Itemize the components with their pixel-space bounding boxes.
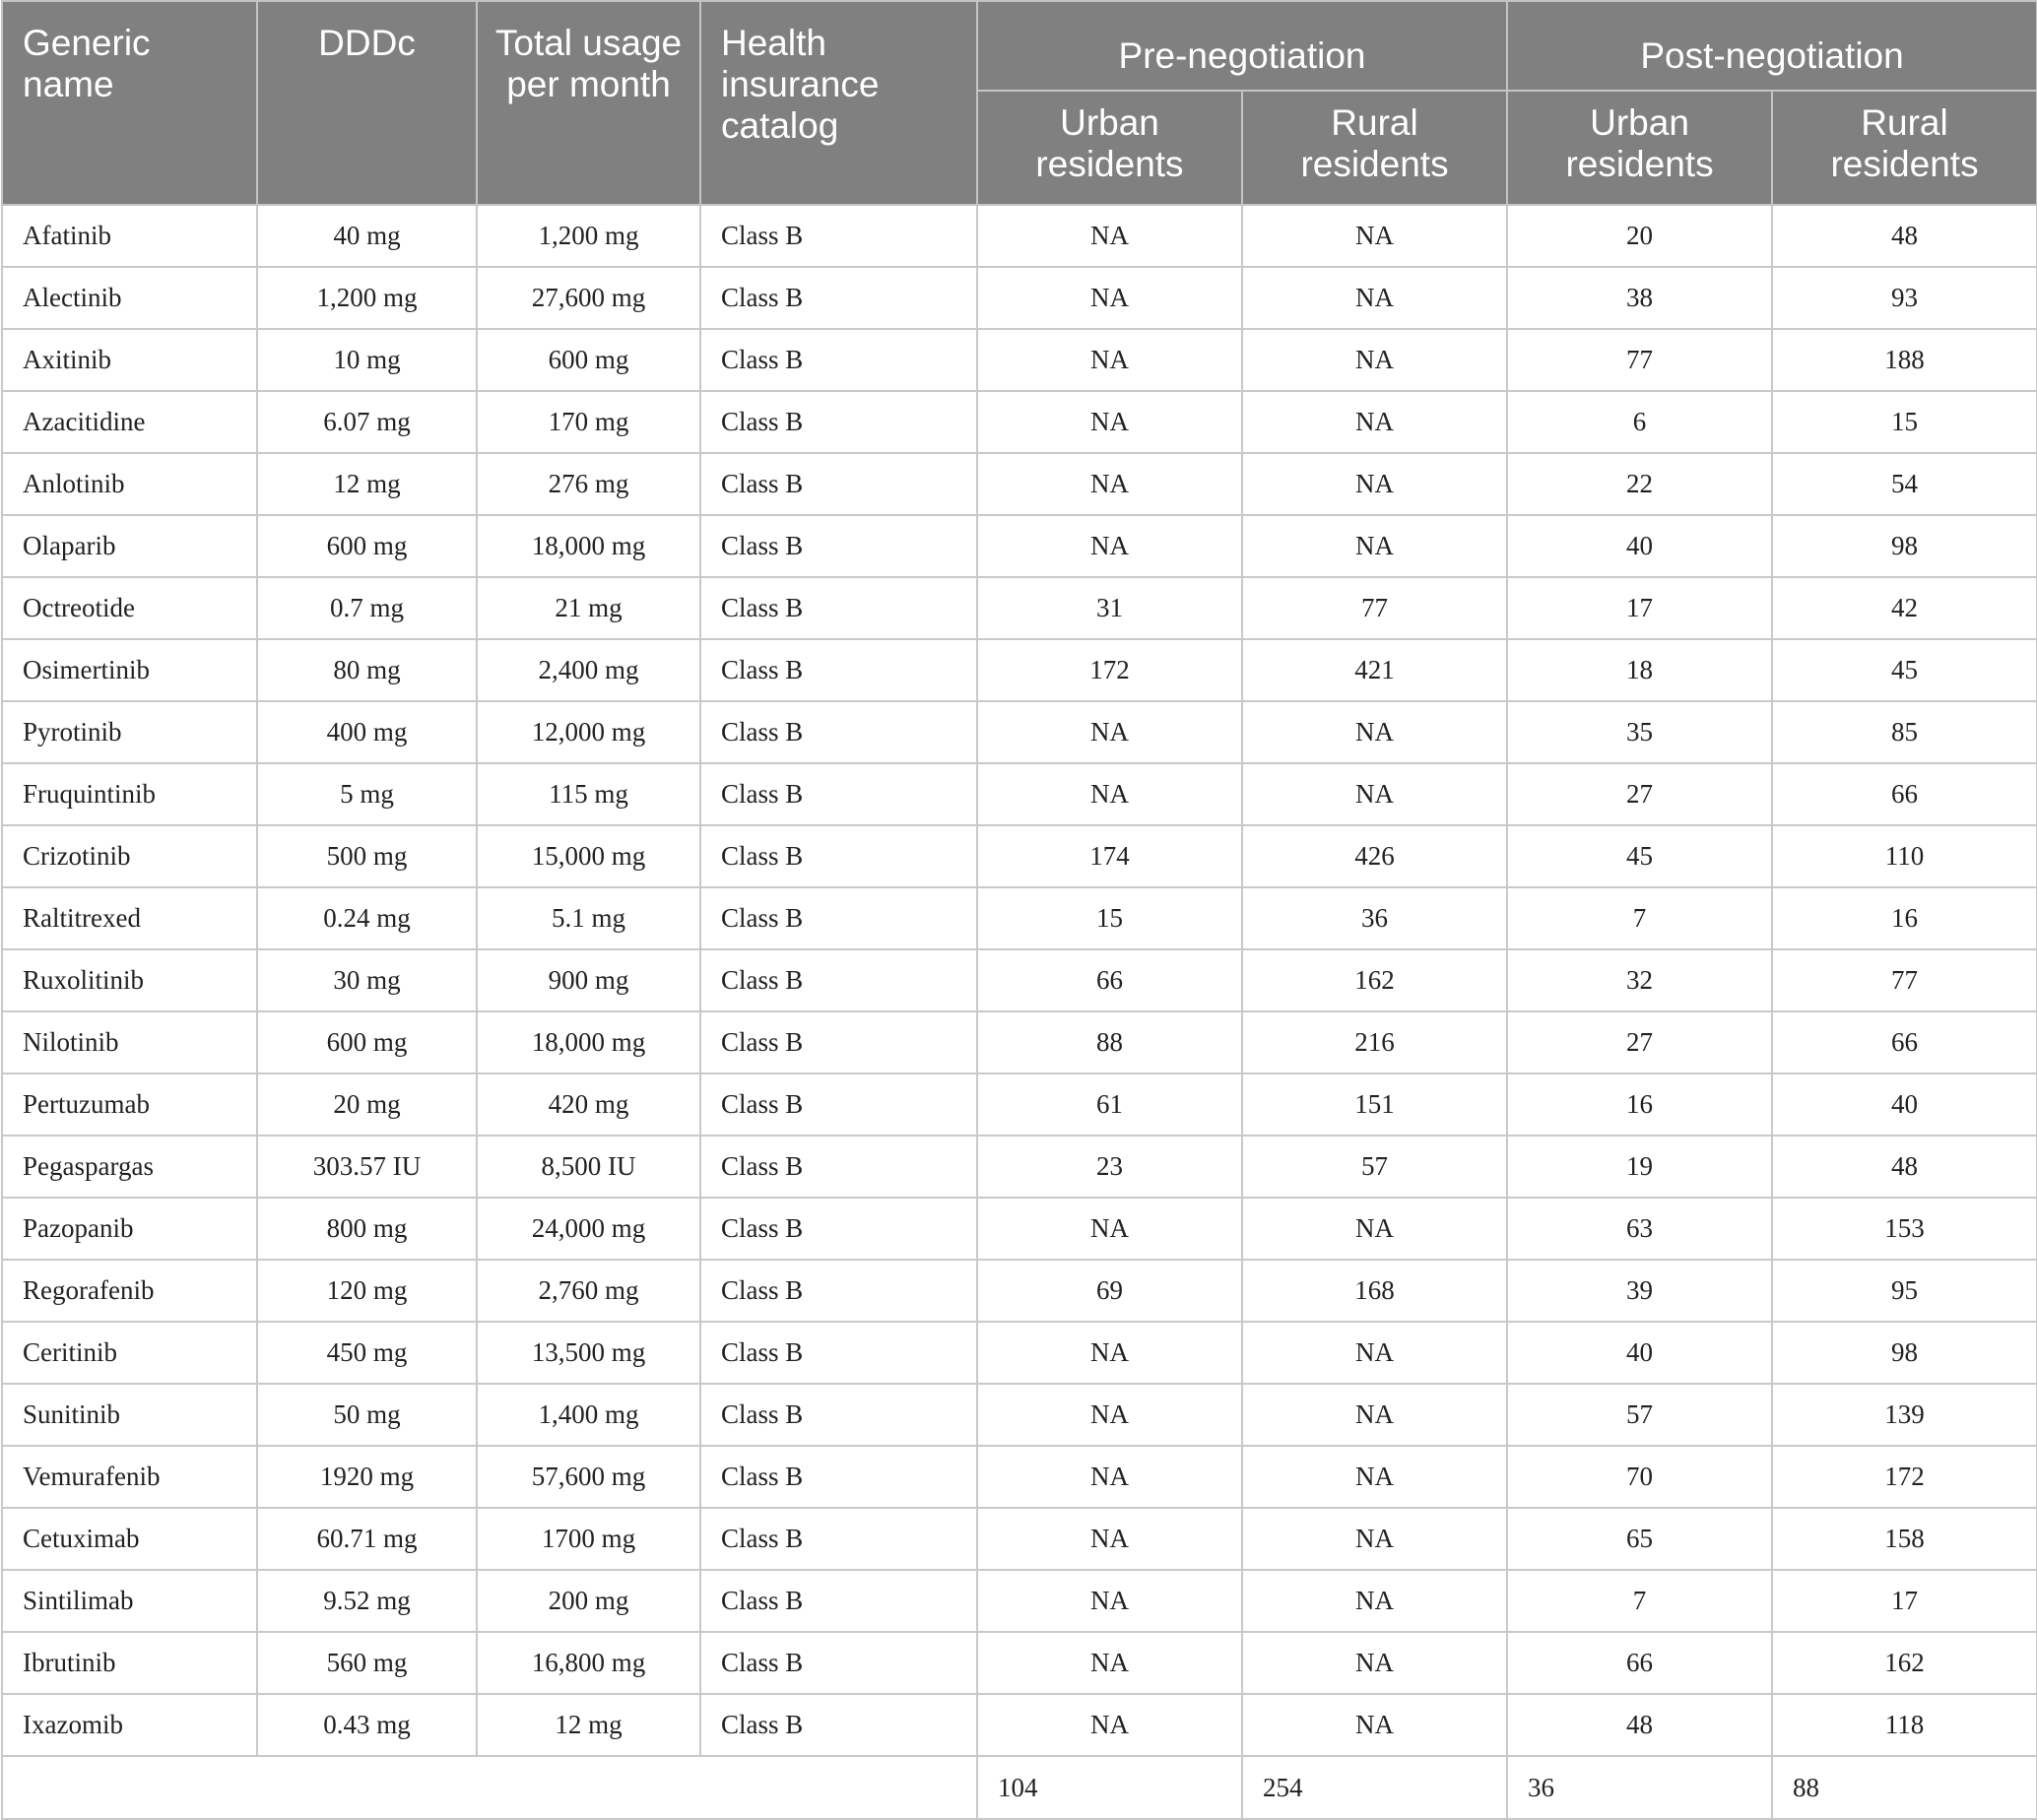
cell-pre-urban: NA (977, 1384, 1242, 1446)
cell-dddc: 0.24 mg (257, 887, 477, 949)
cell-dddc: 30 mg (257, 949, 477, 1011)
table-row (2, 515, 2037, 577)
cell-pre-rural: NA (1242, 1694, 1507, 1756)
cell-pre-rural: 168 (1242, 1260, 1507, 1322)
cell-post-urban: 77 (1507, 329, 1772, 391)
table-row (2, 825, 2037, 887)
header-total-usage: Total usage per month (477, 1, 700, 205)
cell-post-urban: 18 (1507, 639, 1772, 701)
cell-pre-rural: NA (1242, 1384, 1507, 1446)
cell-post-rural: 188 (1772, 329, 2037, 391)
cell-post-rural: 48 (1772, 205, 2037, 267)
cell-post-urban: 70 (1507, 1446, 1772, 1508)
cell-generic-name: Fruquintinib (2, 763, 257, 825)
cell-pre-urban: 23 (977, 1136, 1242, 1198)
table-row (2, 1073, 2037, 1136)
cell-pre-rural: NA (1242, 453, 1507, 515)
cell-pre-urban: 66 (977, 949, 1242, 1011)
cell-pre-rural: NA (1242, 701, 1507, 763)
cell-pre-rural: 421 (1242, 639, 1507, 701)
cell-post-urban: 6 (1507, 391, 1772, 453)
total-post-rural: 88 (1772, 1756, 2037, 1819)
cell-pre-urban: NA (977, 763, 1242, 825)
cell-generic-name: Ceritinib (2, 1322, 257, 1384)
cell-pre-urban: NA (977, 205, 1242, 267)
cell-pre-rural: NA (1242, 1508, 1507, 1570)
cell-dddc: 80 mg (257, 639, 477, 701)
cell-total-usage: 57,600 mg (477, 1446, 700, 1508)
cell-pre-urban: NA (977, 329, 1242, 391)
cell-post-urban: 17 (1507, 577, 1772, 639)
cell-post-urban: 40 (1507, 515, 1772, 577)
cell-post-urban: 48 (1507, 1694, 1772, 1756)
cell-total-usage: 27,600 mg (477, 267, 700, 329)
cell-pre-rural: 426 (1242, 825, 1507, 887)
cell-post-urban: 22 (1507, 453, 1772, 515)
cell-post-rural: 95 (1772, 1260, 2037, 1322)
cell-dddc: 0.7 mg (257, 577, 477, 639)
cell-pre-urban: NA (977, 1694, 1242, 1756)
cell-dddc: 800 mg (257, 1198, 477, 1260)
total-pre-rural: 254 (1242, 1756, 1507, 1819)
cell-total-usage: 21 mg (477, 577, 700, 639)
cell-post-rural: 110 (1772, 825, 2037, 887)
cell-post-urban: 66 (1507, 1632, 1772, 1694)
cell-total-usage: 900 mg (477, 949, 700, 1011)
cell-post-urban: 16 (1507, 1073, 1772, 1136)
cell-catalog: Class B (700, 1260, 977, 1322)
cell-total-usage: 12 mg (477, 1694, 700, 1756)
cell-pre-rural: 57 (1242, 1136, 1507, 1198)
cell-catalog: Class B (700, 1508, 977, 1570)
cell-total-usage: 115 mg (477, 763, 700, 825)
cell-generic-name: Sintilimab (2, 1570, 257, 1632)
cell-pre-rural: NA (1242, 1570, 1507, 1632)
cell-pre-rural: NA (1242, 205, 1507, 267)
cell-post-rural: 98 (1772, 1322, 2037, 1384)
cell-dddc: 600 mg (257, 515, 477, 577)
cell-pre-rural: NA (1242, 391, 1507, 453)
table-row (2, 949, 2037, 1011)
cell-generic-name: Axitinib (2, 329, 257, 391)
cell-pre-urban: NA (977, 1632, 1242, 1694)
cell-pre-urban: 88 (977, 1011, 1242, 1073)
cell-post-rural: 54 (1772, 453, 2037, 515)
table-row (2, 205, 2037, 267)
cell-post-rural: 118 (1772, 1694, 2037, 1756)
cell-total-usage: 18,000 mg (477, 1011, 700, 1073)
cell-generic-name: Olaparib (2, 515, 257, 577)
cell-total-usage: 15,000 mg (477, 825, 700, 887)
cell-total-usage: 600 mg (477, 329, 700, 391)
cell-generic-name: Pazopanib (2, 1198, 257, 1260)
cell-pre-urban: NA (977, 1198, 1242, 1260)
cell-dddc: 6.07 mg (257, 391, 477, 453)
cell-catalog: Class B (700, 701, 977, 763)
table-row (2, 1508, 2037, 1570)
cell-pre-urban: 69 (977, 1260, 1242, 1322)
cell-generic-name: Octreotide (2, 577, 257, 639)
cell-pre-urban: NA (977, 267, 1242, 329)
header-post-rural: Rural residents (1772, 91, 2037, 205)
cell-catalog: Class B (700, 763, 977, 825)
cell-dddc: 400 mg (257, 701, 477, 763)
table-row (2, 1446, 2037, 1508)
header-catalog: Health insurance catalog (700, 1, 977, 205)
table-row (2, 701, 2037, 763)
cell-pre-urban: 15 (977, 887, 1242, 949)
cell-post-urban: 7 (1507, 1570, 1772, 1632)
cell-generic-name: Ixazomib (2, 1694, 257, 1756)
cell-pre-rural: NA (1242, 267, 1507, 329)
cell-post-urban: 38 (1507, 267, 1772, 329)
cell-dddc: 303.57 IU (257, 1136, 477, 1198)
cell-post-urban: 20 (1507, 205, 1772, 267)
cell-catalog: Class B (700, 1446, 977, 1508)
cell-post-rural: 158 (1772, 1508, 2037, 1570)
cell-total-usage: 1,400 mg (477, 1384, 700, 1446)
header-post-negotiation: Post-negotiation (1507, 1, 2037, 91)
cell-catalog: Class B (700, 949, 977, 1011)
cell-total-usage: 276 mg (477, 453, 700, 515)
cell-generic-name: Regorafenib (2, 1260, 257, 1322)
cell-total-usage: 8,500 IU (477, 1136, 700, 1198)
cell-pre-urban: 31 (977, 577, 1242, 639)
cell-post-urban: 40 (1507, 1322, 1772, 1384)
cell-post-rural: 66 (1772, 1011, 2037, 1073)
cell-generic-name: Crizotinib (2, 825, 257, 887)
cell-post-urban: 19 (1507, 1136, 1772, 1198)
cell-catalog: Class B (700, 1011, 977, 1073)
cell-dddc: 60.71 mg (257, 1508, 477, 1570)
cell-catalog: Class B (700, 515, 977, 577)
cell-post-rural: 16 (1772, 887, 2037, 949)
cell-pre-rural: 151 (1242, 1073, 1507, 1136)
cell-generic-name: Raltitrexed (2, 887, 257, 949)
cell-post-urban: 39 (1507, 1260, 1772, 1322)
cell-post-rural: 98 (1772, 515, 2037, 577)
cell-total-usage: 24,000 mg (477, 1198, 700, 1260)
cell-generic-name: Ibrutinib (2, 1632, 257, 1694)
table-row (2, 1198, 2037, 1260)
cell-generic-name: Anlotinib (2, 453, 257, 515)
cell-post-urban: 35 (1507, 701, 1772, 763)
cell-total-usage: 1700 mg (477, 1508, 700, 1570)
drug-cost-table (1, 0, 2037, 1820)
cell-catalog: Class B (700, 1136, 977, 1198)
cell-post-rural: 153 (1772, 1198, 2037, 1260)
cell-post-rural: 93 (1772, 267, 2037, 329)
table-row (2, 1136, 2037, 1198)
cell-pre-rural: 216 (1242, 1011, 1507, 1073)
total-pre-urban: 104 (977, 1756, 1242, 1819)
cell-generic-name: Nilotinib (2, 1011, 257, 1073)
cell-generic-name: Osimertinib (2, 639, 257, 701)
cell-dddc: 1,200 mg (257, 267, 477, 329)
table-row (2, 639, 2037, 701)
cell-post-urban: 45 (1507, 825, 1772, 887)
cell-catalog: Class B (700, 205, 977, 267)
cell-generic-name: Alectinib (2, 267, 257, 329)
cell-pre-urban: 61 (977, 1073, 1242, 1136)
cell-post-urban: 57 (1507, 1384, 1772, 1446)
table-row (2, 887, 2037, 949)
cell-post-urban: 63 (1507, 1198, 1772, 1260)
cell-pre-rural: NA (1242, 1632, 1507, 1694)
cell-post-rural: 85 (1772, 701, 2037, 763)
cell-pre-urban: NA (977, 1570, 1242, 1632)
header-pre-negotiation: Pre-negotiation (977, 1, 1507, 91)
cell-pre-rural: 162 (1242, 949, 1507, 1011)
cell-pre-urban: NA (977, 1508, 1242, 1570)
cell-total-usage: 12,000 mg (477, 701, 700, 763)
cell-generic-name: Cetuximab (2, 1508, 257, 1570)
cell-dddc: 0.43 mg (257, 1694, 477, 1756)
table-row (2, 1694, 2037, 1756)
cell-pre-urban: 172 (977, 639, 1242, 701)
header-pre-urban: Urban residents (977, 91, 1242, 205)
cell-total-usage: 170 mg (477, 391, 700, 453)
cell-dddc: 20 mg (257, 1073, 477, 1136)
cell-catalog: Class B (700, 1570, 977, 1632)
cell-pre-urban: NA (977, 515, 1242, 577)
table-row (2, 577, 2037, 639)
cell-total-usage: 2,760 mg (477, 1260, 700, 1322)
table-row (2, 453, 2037, 515)
cell-catalog: Class B (700, 267, 977, 329)
cell-catalog: Class B (700, 887, 977, 949)
table-row (2, 1384, 2037, 1446)
cell-dddc: 10 mg (257, 329, 477, 391)
cell-dddc: 50 mg (257, 1384, 477, 1446)
cell-post-rural: 15 (1772, 391, 2037, 453)
cell-post-urban: 65 (1507, 1508, 1772, 1570)
cell-generic-name: Afatinib (2, 205, 257, 267)
cell-post-urban: 27 (1507, 763, 1772, 825)
cell-dddc: 600 mg (257, 1011, 477, 1073)
cell-pre-rural: NA (1242, 1446, 1507, 1508)
cell-catalog: Class B (700, 391, 977, 453)
cell-pre-rural: NA (1242, 1198, 1507, 1260)
cell-pre-urban: NA (977, 391, 1242, 453)
totals-blank-cell (2, 1756, 977, 1819)
cell-catalog: Class B (700, 329, 977, 391)
cell-post-rural: 48 (1772, 1136, 2037, 1198)
cell-pre-urban: NA (977, 1446, 1242, 1508)
cell-dddc: 40 mg (257, 205, 477, 267)
cell-total-usage: 1,200 mg (477, 205, 700, 267)
table-header (2, 1, 2037, 205)
table-row (2, 1011, 2037, 1073)
cell-generic-name: Pertuzumab (2, 1073, 257, 1136)
cell-dddc: 1920 mg (257, 1446, 477, 1508)
table-row (2, 267, 2037, 329)
cell-post-rural: 77 (1772, 949, 2037, 1011)
cell-catalog: Class B (700, 453, 977, 515)
table-row (2, 1322, 2037, 1384)
cell-catalog: Class B (700, 825, 977, 887)
header-dddc: DDDc (257, 1, 477, 205)
cell-post-rural: 17 (1772, 1570, 2037, 1632)
cell-pre-urban: NA (977, 701, 1242, 763)
cell-catalog: Class B (700, 1694, 977, 1756)
cell-pre-rural: NA (1242, 329, 1507, 391)
cell-total-usage: 13,500 mg (477, 1322, 700, 1384)
cell-catalog: Class B (700, 1632, 977, 1694)
cell-post-urban: 32 (1507, 949, 1772, 1011)
cell-catalog: Class B (700, 1384, 977, 1446)
cell-catalog: Class B (700, 639, 977, 701)
cell-total-usage: 420 mg (477, 1073, 700, 1136)
cell-pre-rural: 77 (1242, 577, 1507, 639)
cell-total-usage: 200 mg (477, 1570, 700, 1632)
cell-generic-name: Vemurafenib (2, 1446, 257, 1508)
cell-total-usage: 2,400 mg (477, 639, 700, 701)
cell-dddc: 120 mg (257, 1260, 477, 1322)
table-row (2, 1570, 2037, 1632)
cell-dddc: 500 mg (257, 825, 477, 887)
table-body (2, 205, 2037, 1819)
cell-catalog: Class B (700, 1198, 977, 1260)
cell-dddc: 450 mg (257, 1322, 477, 1384)
total-post-urban: 36 (1507, 1756, 1772, 1819)
table-row (2, 1260, 2037, 1322)
table-row (2, 391, 2037, 453)
cell-total-usage: 5.1 mg (477, 887, 700, 949)
cell-catalog: Class B (700, 1322, 977, 1384)
cell-total-usage: 16,800 mg (477, 1632, 700, 1694)
cell-catalog: Class B (700, 1073, 977, 1136)
cell-post-rural: 42 (1772, 577, 2037, 639)
cell-generic-name: Sunitinib (2, 1384, 257, 1446)
cell-catalog: Class B (700, 577, 977, 639)
table-row (2, 329, 2037, 391)
cell-post-rural: 162 (1772, 1632, 2037, 1694)
cell-pre-rural: 36 (1242, 887, 1507, 949)
header-generic-name: Generic name (2, 1, 257, 205)
cell-dddc: 9.52 mg (257, 1570, 477, 1632)
totals-row (2, 1756, 2037, 1819)
header-pre-rural: Rural residents (1242, 91, 1507, 205)
cell-generic-name: Pegaspargas (2, 1136, 257, 1198)
header-post-urban: Urban residents (1507, 91, 1772, 205)
cell-post-urban: 27 (1507, 1011, 1772, 1073)
cell-pre-rural: NA (1242, 515, 1507, 577)
cell-dddc: 560 mg (257, 1632, 477, 1694)
cell-post-rural: 172 (1772, 1446, 2037, 1508)
cell-dddc: 12 mg (257, 453, 477, 515)
cell-dddc: 5 mg (257, 763, 477, 825)
cell-pre-rural: NA (1242, 1322, 1507, 1384)
table-row (2, 1632, 2037, 1694)
cell-pre-urban: NA (977, 1322, 1242, 1384)
cell-generic-name: Pyrotinib (2, 701, 257, 763)
cell-pre-urban: 174 (977, 825, 1242, 887)
cell-total-usage: 18,000 mg (477, 515, 700, 577)
cell-post-rural: 66 (1772, 763, 2037, 825)
cell-pre-rural: NA (1242, 763, 1507, 825)
cell-generic-name: Azacitidine (2, 391, 257, 453)
table-row (2, 763, 2037, 825)
cell-pre-urban: NA (977, 453, 1242, 515)
cell-post-rural: 45 (1772, 639, 2037, 701)
cell-generic-name: Ruxolitinib (2, 949, 257, 1011)
cell-post-rural: 139 (1772, 1384, 2037, 1446)
cell-post-rural: 40 (1772, 1073, 2037, 1136)
cell-post-urban: 7 (1507, 887, 1772, 949)
